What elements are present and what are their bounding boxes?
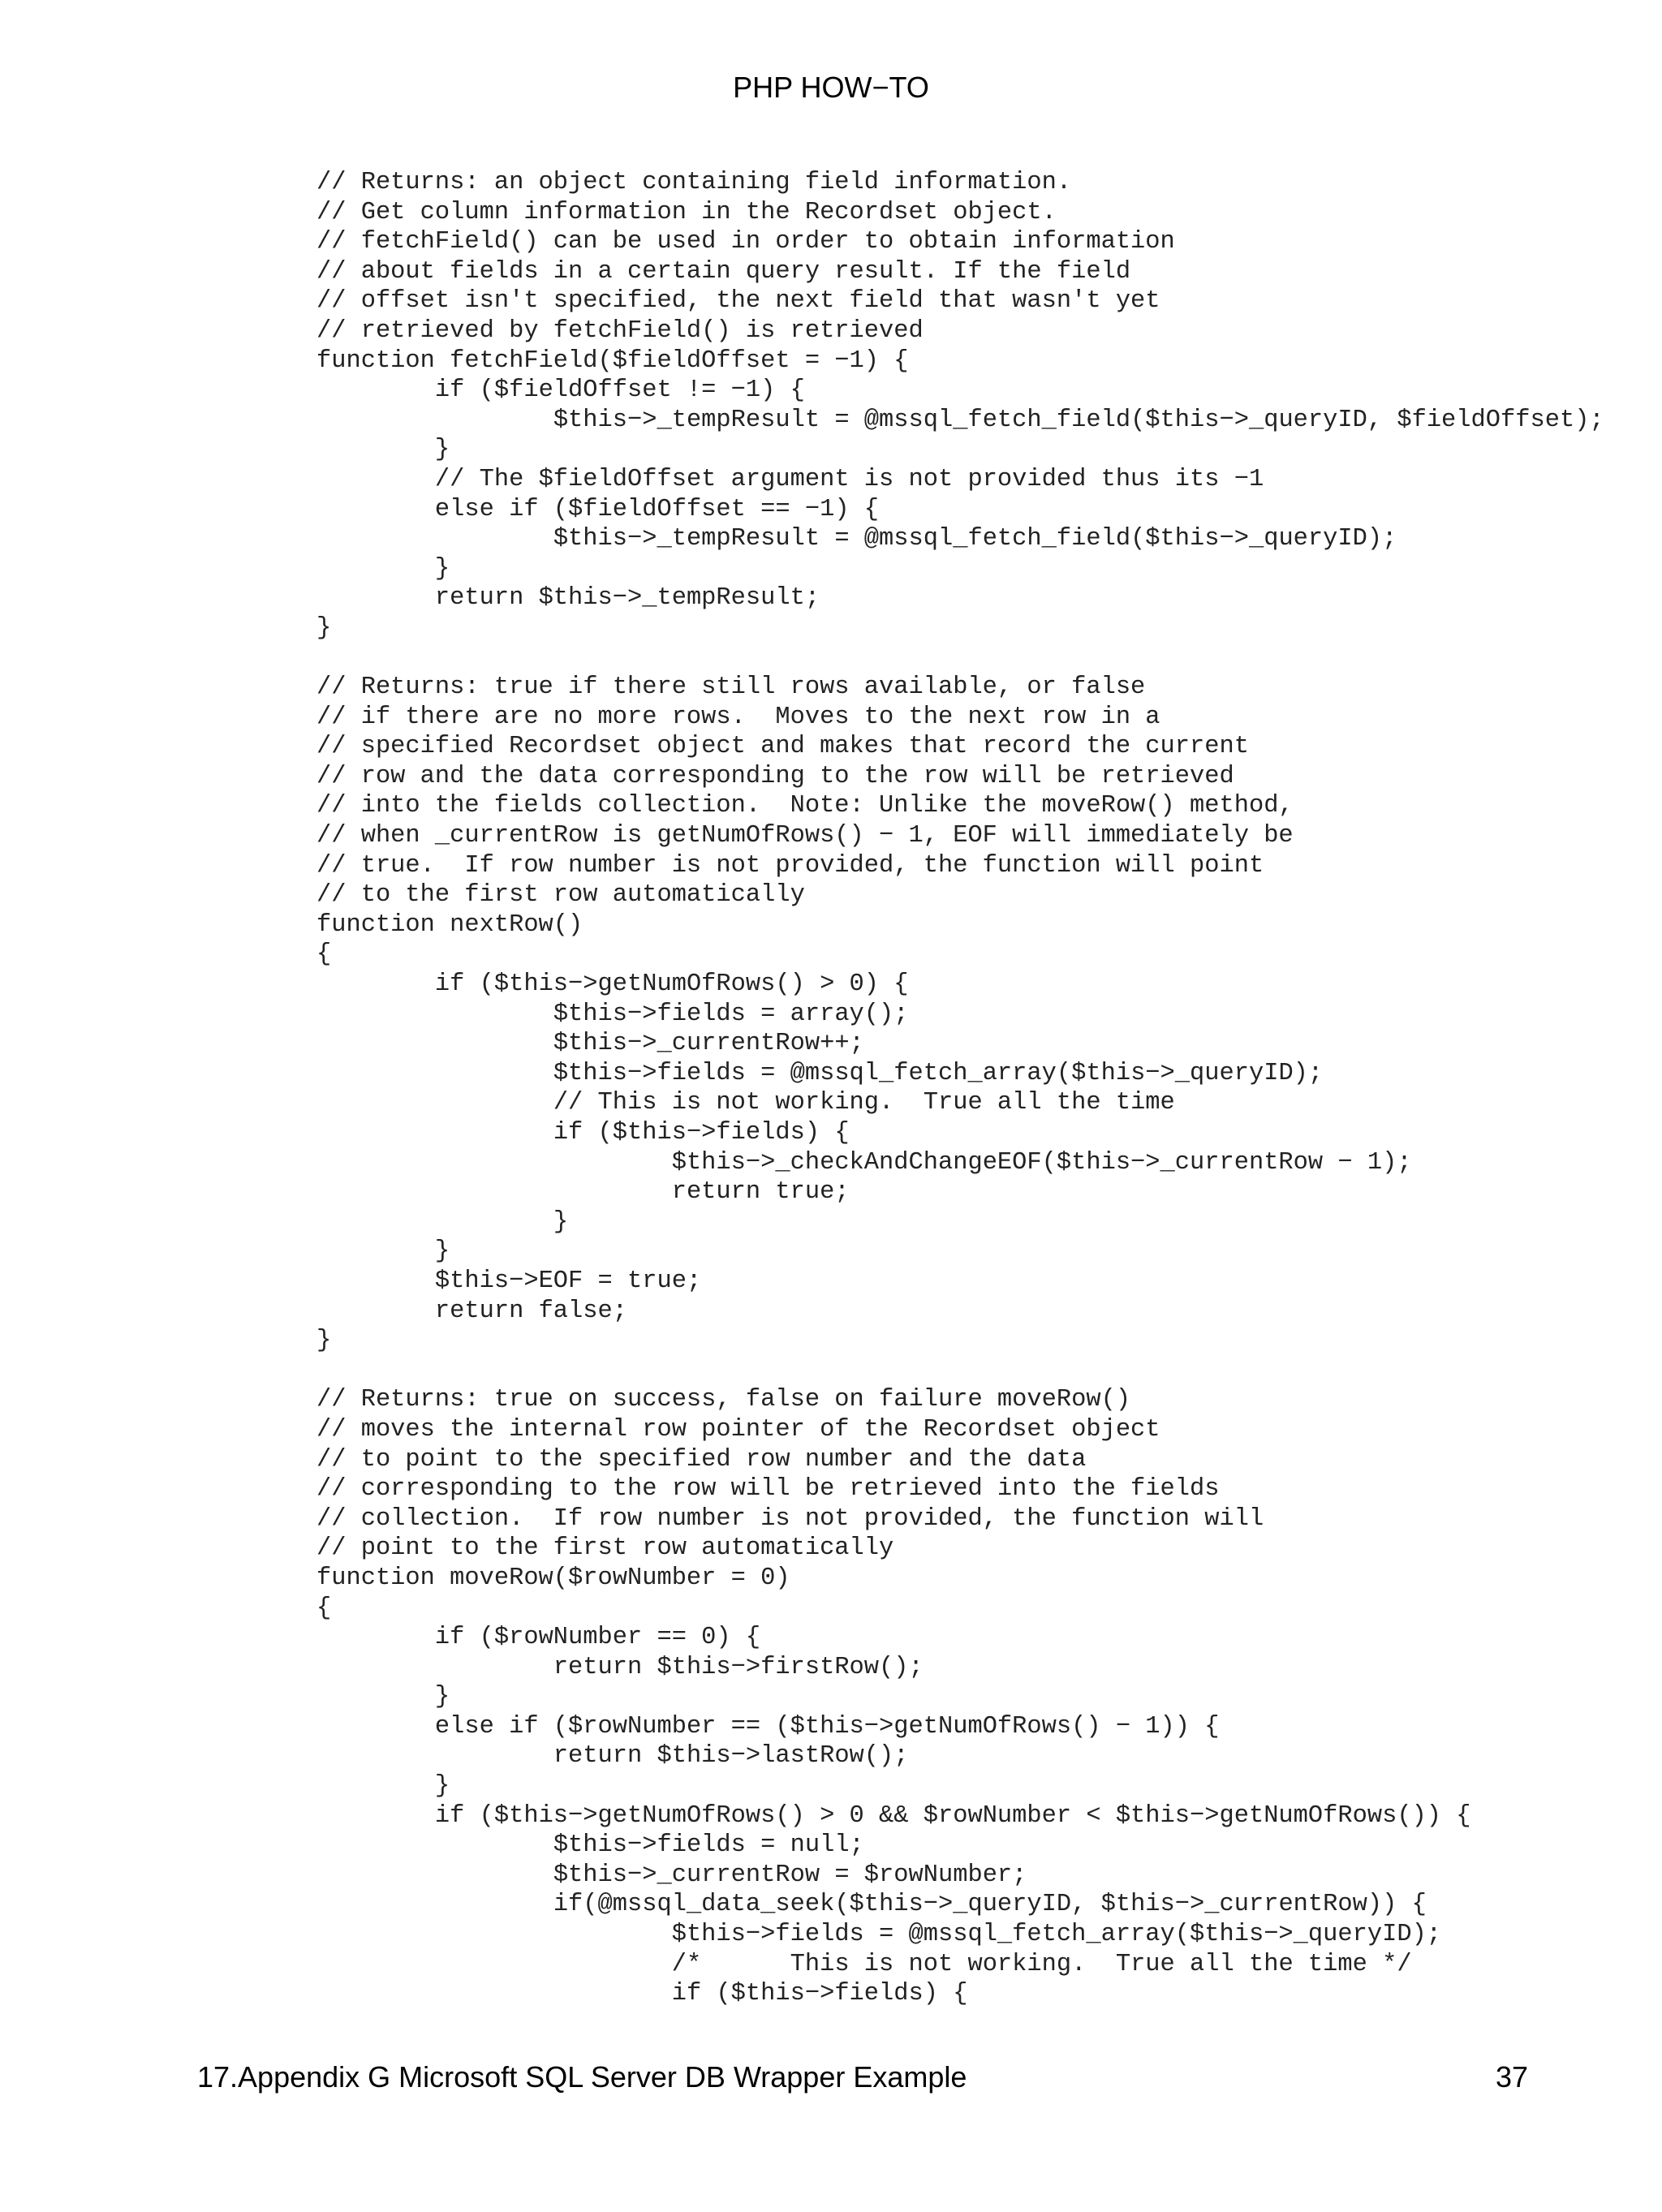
code-line: // specified Recordset object and makes that record the current <box>316 733 1249 761</box>
code-line: if(@mssql_data_seek($this−>_queryID, $this−>_currentRow)) { <box>316 1891 1427 1919</box>
code-line: else if ($rowNumber == ($this−>getNumOfRows() − 1)) { <box>316 1712 1220 1741</box>
code-line: // Returns: true if there still rows available, or false <box>316 673 1146 702</box>
code-line: // This is not working. True all the time <box>316 1089 1175 1117</box>
code-line: // point to the first row automatically <box>316 1534 894 1563</box>
code-line: $this−>EOF = true; <box>316 1267 702 1295</box>
code-line: { <box>316 940 332 969</box>
code-line <box>316 1356 1604 1386</box>
code-line: /* This is not working. True all the time */ <box>316 1950 1412 1978</box>
code-line: if ($fieldOffset != −1) { <box>316 377 805 405</box>
code-line: return false; <box>316 1297 627 1325</box>
code-line: // if there are no more rows. Moves to the next row in a <box>316 703 1160 731</box>
code-line: $this−>fields = null; <box>316 1831 864 1860</box>
code-line: // into the fields collection. Note: Unlike the moveRow() method, <box>316 792 1294 820</box>
chapter-title: 17.Appendix G Microsoft SQL Server DB Wrapper Example <box>197 2060 967 2094</box>
code-line: if ($this−>fields) { <box>316 1119 850 1147</box>
code-line: // corresponding to the row will be retrieved into the fields <box>316 1475 1220 1504</box>
code-line: } <box>316 436 450 464</box>
code-line: function nextRow() <box>316 910 583 939</box>
code-line: if ($this−>getNumOfRows() > 0) { <box>316 970 909 999</box>
code-line: // Get column information in the Recordset object. <box>316 198 1057 226</box>
code-line: return $this−>_tempResult; <box>316 584 820 613</box>
code-line: // offset isn't specified, the next field that wasn't yet <box>316 287 1160 316</box>
code-line: if ($this−>fields) { <box>316 1980 968 2008</box>
code-line: } <box>316 1772 450 1801</box>
code-line: // The $fieldOffset argument is not provided thus its −1 <box>316 465 1264 493</box>
code-line: // retrieved by fetchField() is retrieved <box>316 316 924 345</box>
code-line: // row and the data corresponding to the row will be retrieved <box>316 762 1234 790</box>
code-line: if ($rowNumber == 0) { <box>316 1624 761 1652</box>
code-line: $this−>fields = @mssql_fetch_array($this−>_queryID); <box>316 1059 1324 1087</box>
code-line: } <box>316 1207 569 1236</box>
code-line: return $this−>lastRow(); <box>316 1742 909 1771</box>
code-line: return true; <box>316 1178 850 1207</box>
code-line: $this−>fields = array(); <box>316 1000 909 1028</box>
code-line: if ($this−>getNumOfRows() > 0 && $rowNumber < $this−>getNumOfRows()) { <box>316 1801 1471 1830</box>
code-listing <box>316 168 1604 2009</box>
code-line: else if ($fieldOffset == −1) { <box>316 495 880 523</box>
page-header <box>0 70 1662 105</box>
code-line: $this−>_currentRow = $rowNumber; <box>316 1861 1027 1889</box>
code-line: } <box>316 1683 450 1711</box>
code-line: $this−>_currentRow++; <box>316 1030 864 1058</box>
code-line: { <box>316 1594 332 1622</box>
code-line: // Returns: an object containing field information. <box>316 169 1072 196</box>
code-line: function moveRow($rowNumber = 0) <box>316 1564 790 1592</box>
document-title: PHP HOW−TO <box>733 71 929 104</box>
code-line: // Returns: true on success, false on failure moveRow() <box>316 1386 1131 1414</box>
code-line: // true. If row number is not provided, the function will point <box>316 851 1264 880</box>
code-line: } <box>316 613 332 642</box>
code-line: } <box>316 554 450 583</box>
code-line <box>316 643 1604 673</box>
code-line: function fetchField($fieldOffset = −1) { <box>316 346 909 375</box>
code-line: // to the first row automatically <box>316 881 805 910</box>
code-line: return $this−>firstRow(); <box>316 1653 924 1681</box>
code-line: // collection. If row number is not provided, the function will <box>316 1504 1264 1533</box>
code-line: $this−>_tempResult = @mssql_fetch_field($this−>_queryID, $fieldOffset); <box>316 406 1604 434</box>
code-line: $this−>fields = @mssql_fetch_array($this−>_queryID); <box>316 1921 1442 1949</box>
code-line: // moves the internal row pointer of the Recordset object <box>316 1415 1160 1444</box>
code-line: // about fields in a certain query result. If the field <box>316 257 1131 286</box>
page-number: 37 <box>1495 2060 1528 2094</box>
code-line: $this−>_checkAndChangeEOF($this−>_currentRow − 1); <box>316 1148 1412 1177</box>
code-line: } <box>316 1327 332 1355</box>
code-line: // to point to the specified row number and the data <box>316 1445 1087 1474</box>
code-line: } <box>316 1237 450 1266</box>
code-line: // fetchField() can be used in order to obtain information <box>316 228 1175 256</box>
code-line: // when _currentRow is getNumOfRows() − 1, EOF will immediately be <box>316 822 1294 850</box>
code-line: $this−>_tempResult = @mssql_fetch_field($this−>_queryID); <box>316 525 1397 553</box>
